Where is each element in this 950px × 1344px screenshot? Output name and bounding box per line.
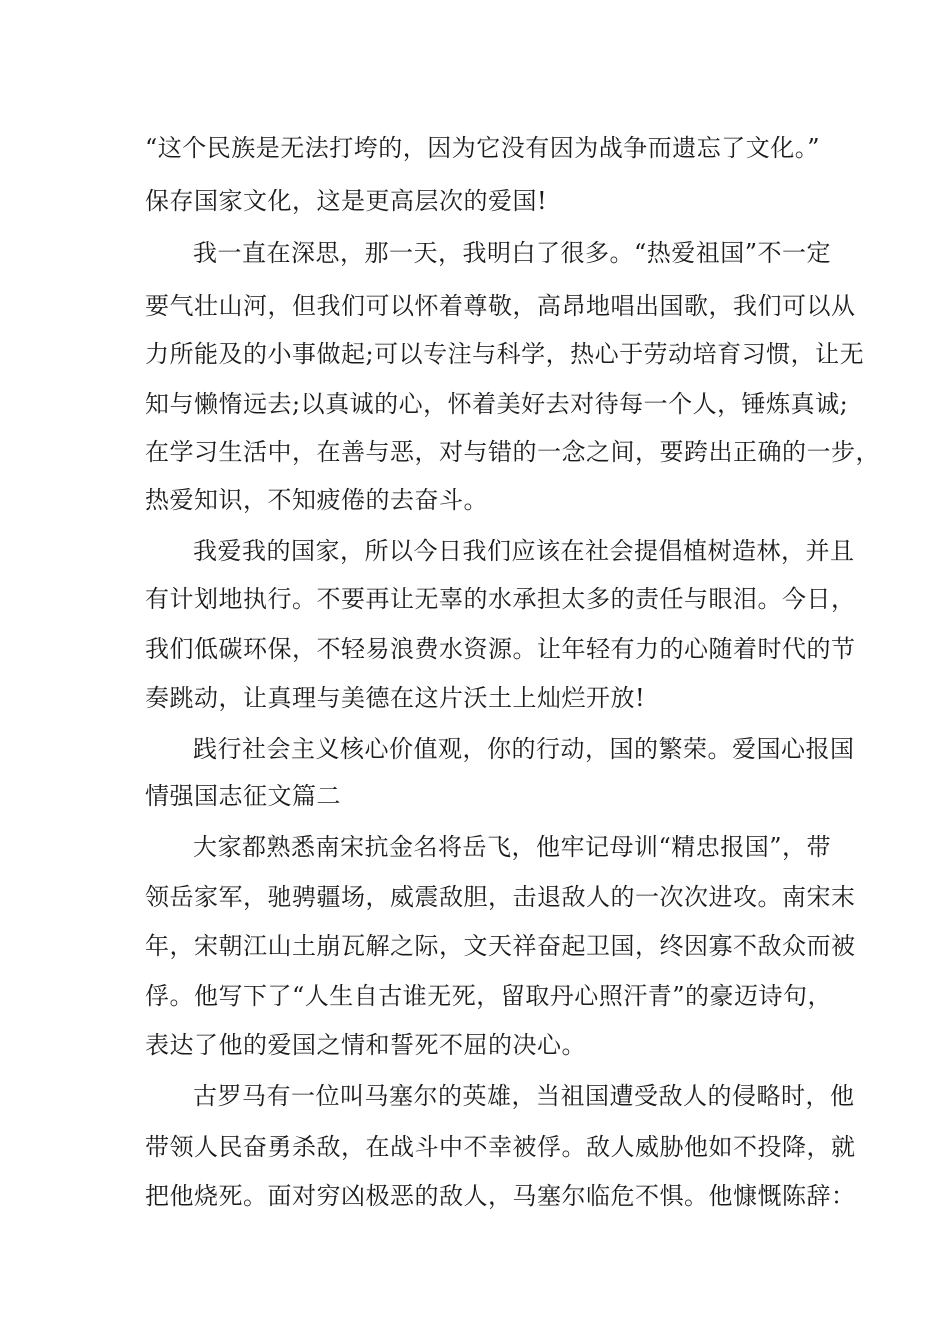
text-line: 知与懒惰远去;以真诚的心，怀着美好去对待每一个人，锤炼真诚; [145, 390, 849, 418]
paragraph-first-line: 古罗马有一位叫马塞尔的英雄，当祖国遭受敌人的侵略时，他 [193, 1082, 855, 1110]
text-line: 在学习生活中，在善与恶，对与错的一念之间，要跨出正确的一步， [145, 438, 880, 466]
text-line: 把他烧死。面对穷凶极恶的敌人，马塞尔临危不惧。他慷慨陈辞： [145, 1182, 856, 1210]
text-line: 力所能及的小事做起;可以专注与科学，热心于劳动培育习惯，让无 [145, 340, 865, 368]
paragraph-first-line: 我爱我的国家，所以今日我们应该在社会提倡植树造林，并且 [193, 537, 855, 565]
text-line: 有计划地执行。不要再让无辜的水承担太多的责任与眼泪。今日， [145, 585, 856, 613]
section-title: 情强国志征文篇二 [145, 782, 341, 810]
text-line: 热爱知识，不知疲倦的去奋斗。 [145, 486, 488, 514]
text-line: 俘。他写下了“人生自古谁无死，留取丹心照汗青”的豪迈诗句， [145, 982, 833, 1010]
text-line: 我们低碳环保，不轻易浪费水资源。让年轻有力的心随着时代的节 [145, 635, 856, 663]
text-line: 要气壮山河，但我们可以怀着尊敬，高昂地唱出国歌，我们可以从 [145, 292, 856, 320]
text-line: 奏跳动，让真理与美德在这片沃土上灿烂开放! [145, 684, 646, 712]
text-line: 领岳家军，驰骋疆场，威震敌胆，击退敌人的一次次进攻。南宋末 [145, 883, 856, 911]
text-line: 表达了他的爱国之情和誓死不屈的决心。 [145, 1031, 586, 1059]
paragraph-first-line: 践行社会主义核心价值观，你的行动，国的繁荣。爱国心报国 [193, 735, 855, 763]
text-line: 保存国家文化，这是更高层次的爱国! [145, 187, 548, 215]
text-line: 年，宋朝江山土崩瓦解之际，文天祥奋起卫国，终因寡不敌众而被 [145, 932, 856, 960]
text-line: 带领人民奋勇杀敌，在战斗中不幸被俘。敌人威胁他如不投降，就 [145, 1133, 856, 1161]
text-line: “这个民族是无法打垮的，因为它没有因为战争而遗忘了文化。” [145, 134, 821, 162]
paragraph-first-line: 大家都熟悉南宋抗金名将岳飞，他牢记母训“精忠报国”，带 [193, 833, 832, 861]
paragraph-first-line: 我一直在深思，那一天，我明白了很多。“热爱祖国”不一定 [193, 239, 832, 267]
